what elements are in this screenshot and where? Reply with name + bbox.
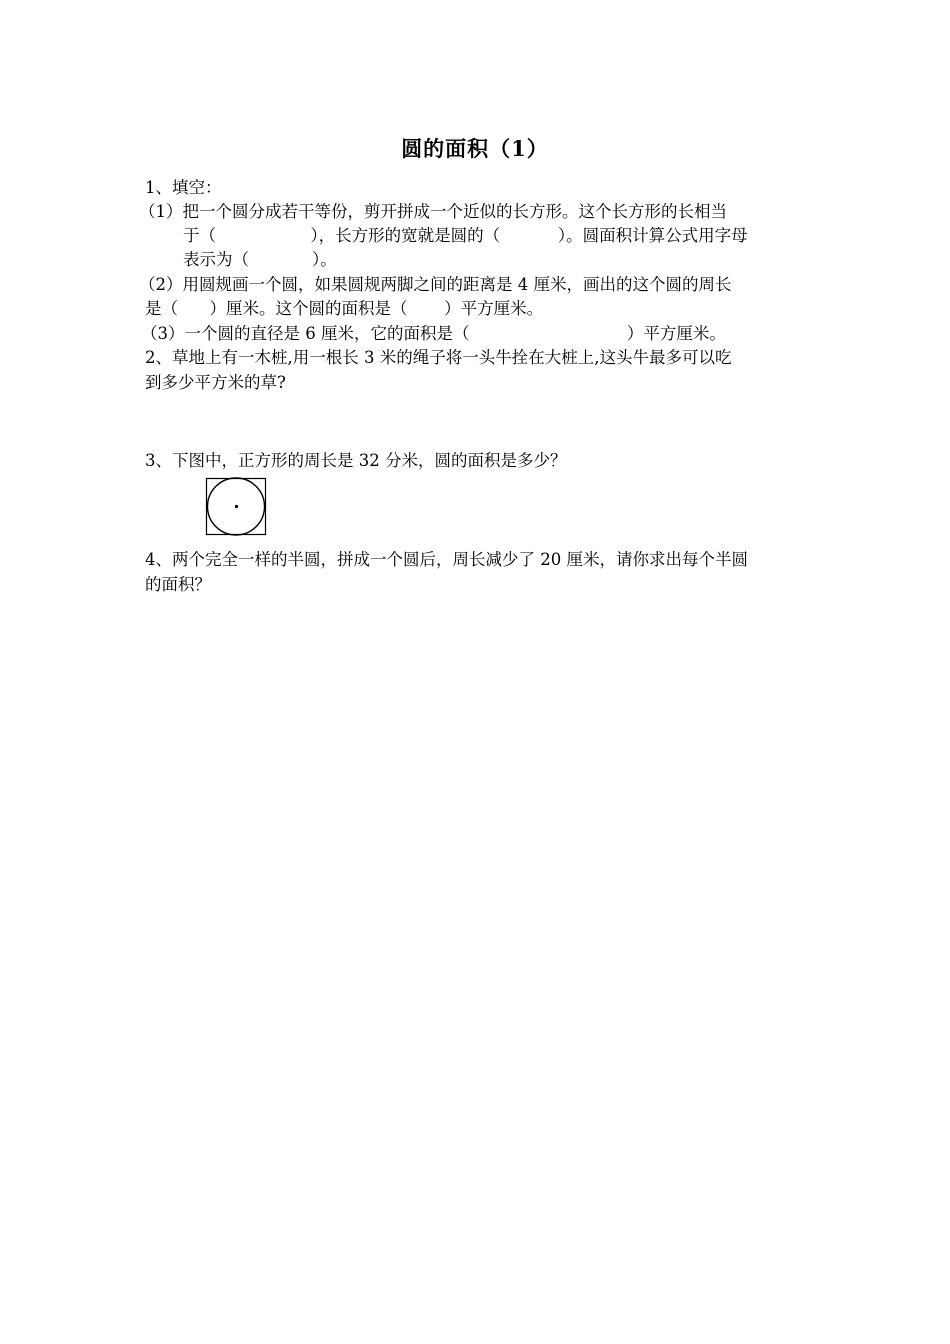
question-2-line-1: 2、草地上有一木桩,用一根长 3 米的绳子将一头牛拴在大桩上,这头牛最多可以吃 [145, 348, 732, 367]
question-4-line-2: 的面积？ [145, 575, 211, 594]
circle-center-dot [235, 505, 238, 508]
question-1-part-3-line-1: （3）一个圆的直径是 6 厘米，它的面积是（ ）平方厘米。 [141, 324, 726, 343]
question-4-line-1: 4、两个完全一样的半圆，拼成一个圆后，周长减少了 20 厘米，请你求出每个半圆 [145, 550, 748, 569]
page-title: 圆的面积（1） [401, 136, 549, 161]
question-1-part-2-line-1: （2）用圆规画一个圆，如果圆规两脚之间的距离是 4 厘米，画出的这个圆的周长 [139, 275, 732, 294]
question-1-part-1-line-1: （1）把一个圆分成若干等份，剪开拼成一个近似的长方形。这个长方形的长相当 [139, 202, 727, 221]
question-1-heading: 1、填空： [145, 178, 222, 197]
question-3-line-1: 3、下图中，正方形的周长是 32 分米，圆的面积是多少？ [145, 451, 567, 470]
question-1-part-2-line-2: 是（ ）厘米。这个圆的面积是（ ）平方厘米。 [145, 299, 544, 318]
question-1-part-1-line-3: 表示为（ ）。 [183, 250, 337, 269]
question-2-line-2: 到多少平方米的草? [145, 373, 286, 392]
square-with-inscribed-circle-figure [205, 477, 269, 539]
question-1-part-1-line-2: 于（ ），长方形的宽就是圆的（ ）。圆面积计算公式用字母 [183, 226, 748, 245]
